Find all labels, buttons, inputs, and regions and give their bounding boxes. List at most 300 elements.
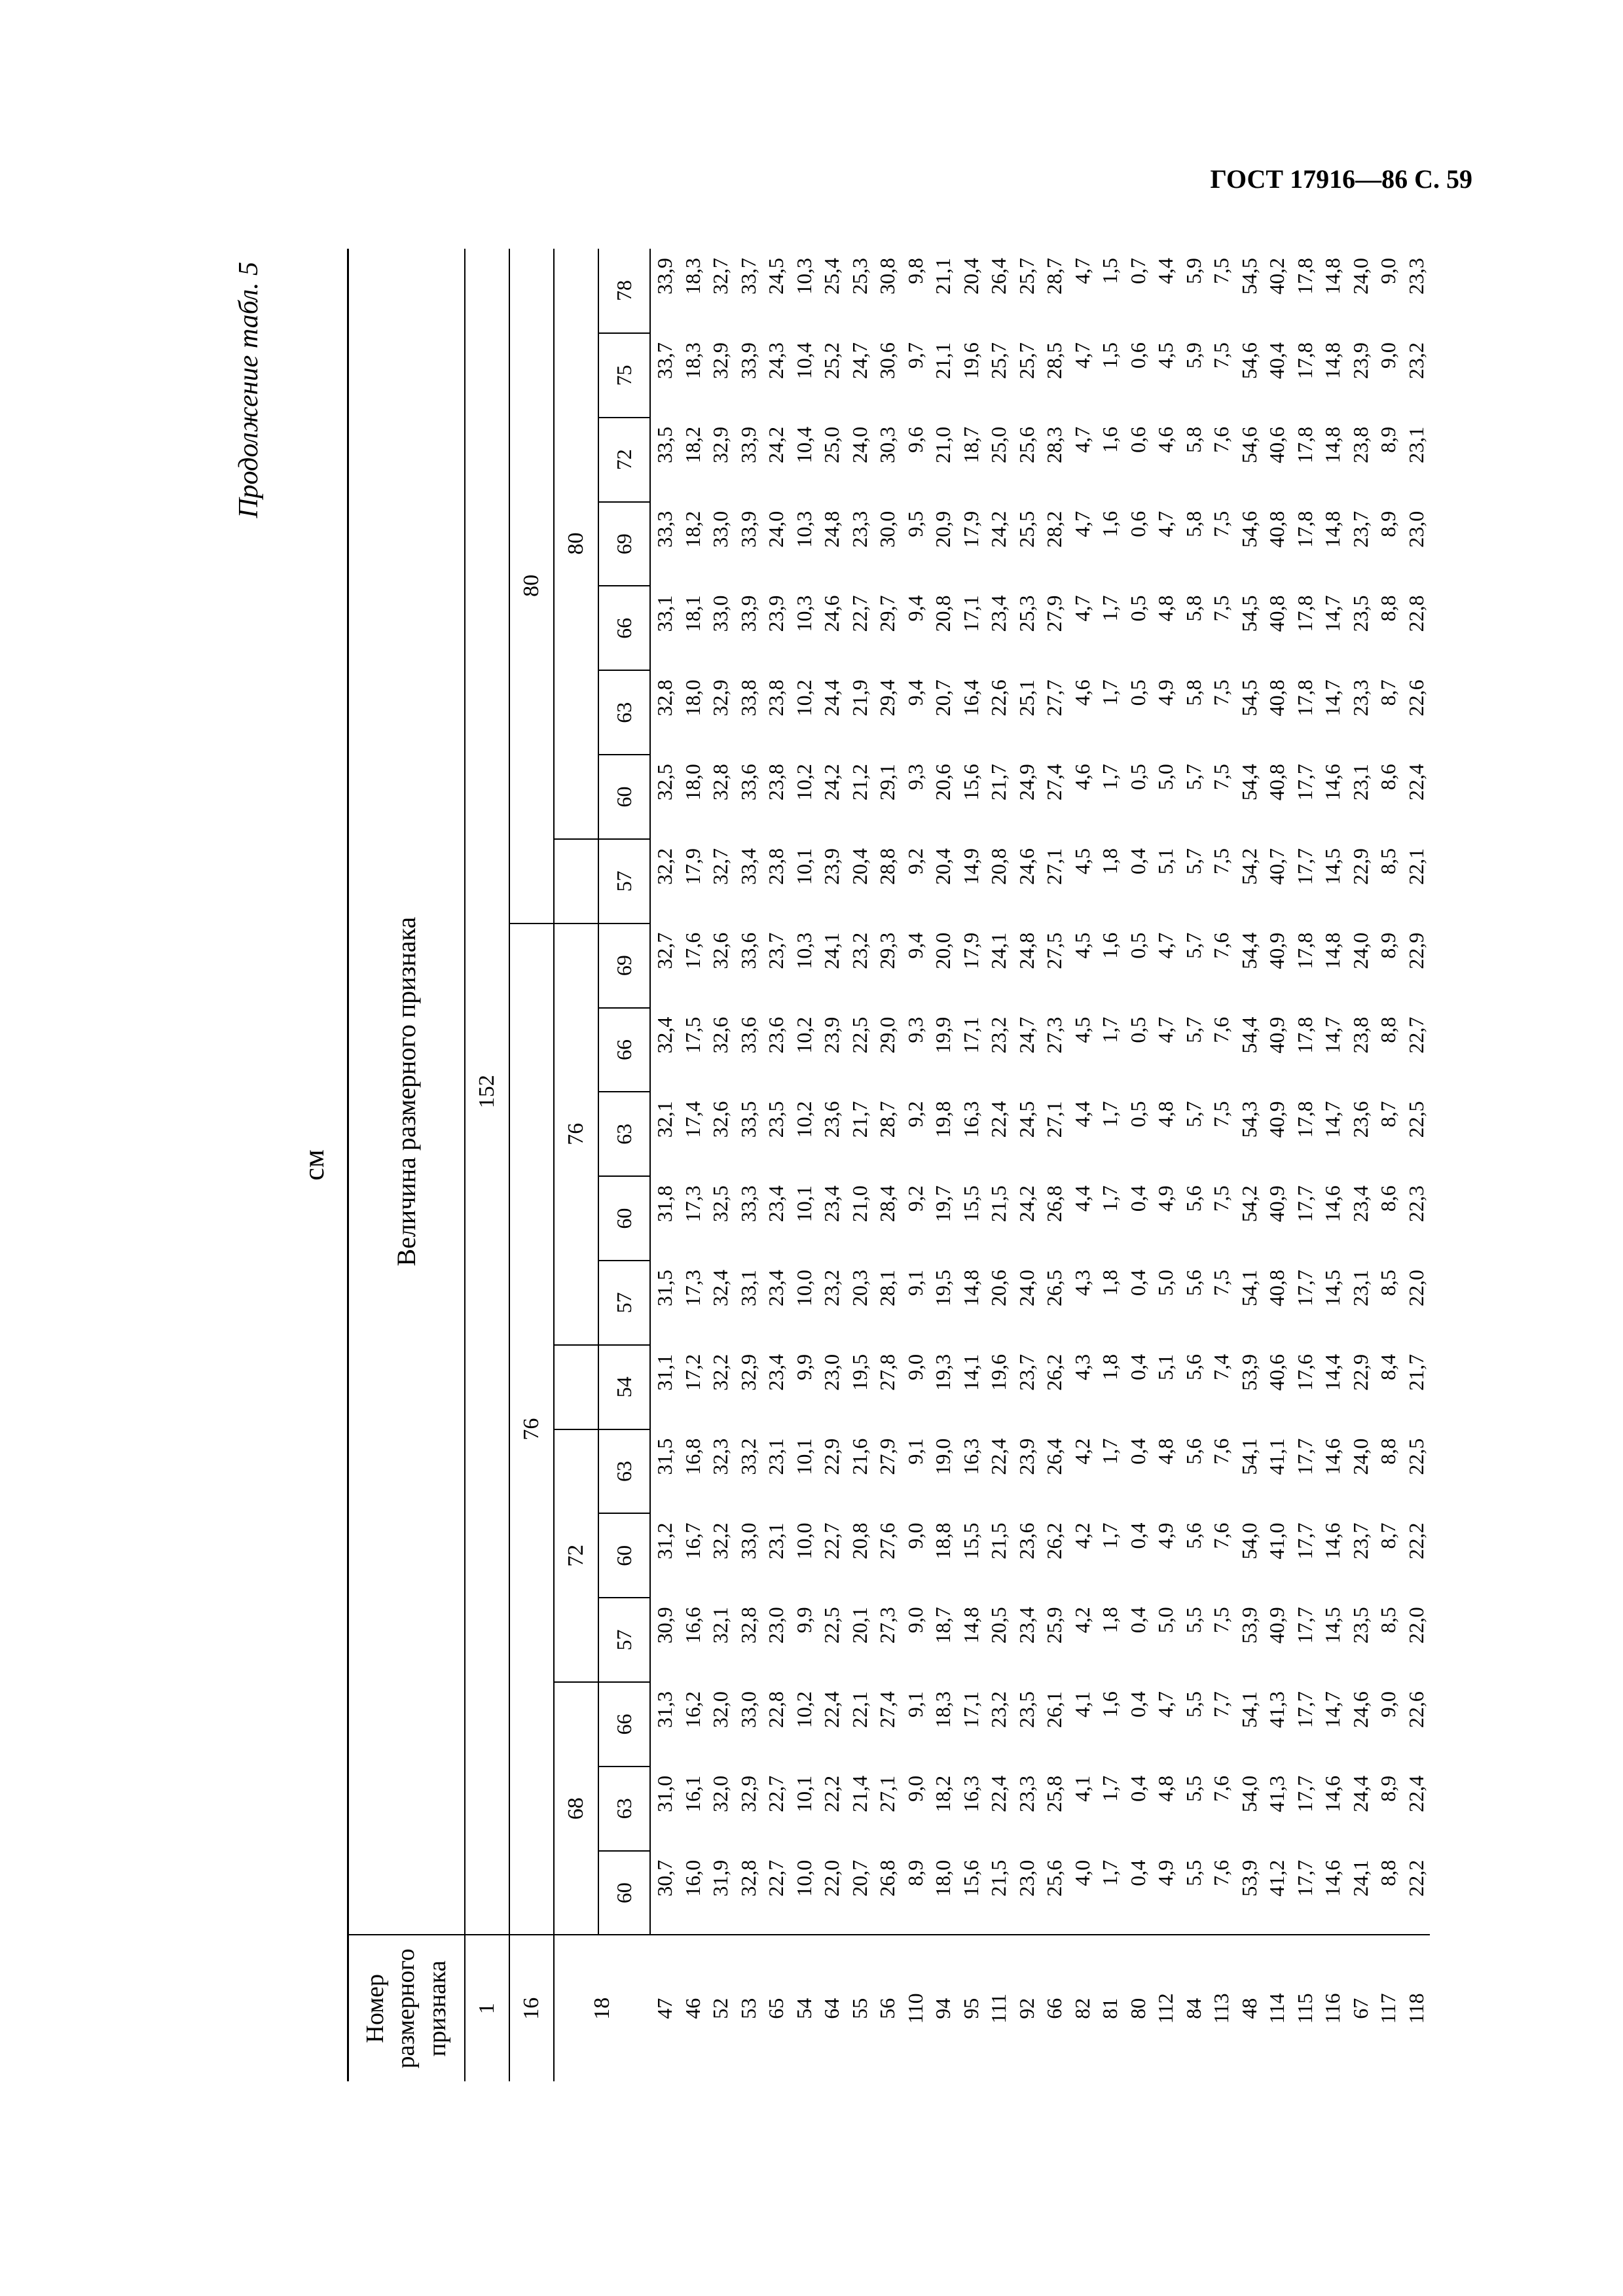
table-cell: 23,9 [820, 1016, 843, 1054]
table-cell: 33,1 [653, 595, 676, 632]
table-cell: 8,5 [1376, 848, 1400, 874]
table-cell: 4,2 [1070, 1522, 1094, 1549]
table-cell: 7,4 [1209, 1354, 1233, 1380]
table-row [1152, 249, 1180, 2081]
table-cell: 23,1 [1404, 426, 1428, 463]
table-cell: 1,6 [1098, 932, 1122, 959]
table-cell: 23,6 [820, 1101, 843, 1138]
table-cell: 9,5 [903, 511, 927, 537]
table-cell: 28,7 [875, 1101, 899, 1138]
table-cell: 0,4 [1125, 1607, 1150, 1634]
table-cell: 14,8 [958, 1607, 983, 1644]
table-cell: 5,1 [1154, 1354, 1177, 1380]
table-cell: 4,7 [1154, 932, 1177, 959]
table-cell: 14,6 [1321, 764, 1344, 801]
table-cell: 25,6 [1040, 1851, 1068, 1935]
table-cell: 5,6 [1181, 1522, 1205, 1549]
table-cell: 40,2 [1265, 258, 1288, 295]
row-feature-number: 53 [736, 1998, 760, 2019]
table-cell: 5,7 [1181, 764, 1205, 791]
table-cell: 40,9 [1265, 932, 1288, 969]
table-cell: 28,4 [875, 1185, 899, 1223]
table-cell: 31,5 [653, 1270, 676, 1306]
table-cell: 24,0 [1014, 1270, 1038, 1306]
table-cell: 20,3 [847, 1270, 871, 1306]
table-cell: 9,1 [903, 1270, 927, 1296]
table-cell: 7,5 [1209, 764, 1233, 791]
table-cell: 4,7 [1070, 342, 1094, 369]
table-cell: 33,5 [736, 1101, 760, 1138]
group-72: 72 [554, 1429, 598, 1682]
table-cell: 4,4 [1154, 258, 1177, 284]
table-cell: 17,7 [1292, 1607, 1317, 1644]
table-cell: 23,9 [820, 848, 843, 885]
table-cell: 23,2 [1404, 342, 1428, 380]
table-cell: 30,9 [653, 1607, 676, 1644]
table-cell: 30,8 [875, 258, 899, 295]
table-cell: 14,8 [958, 1270, 983, 1306]
table-row [1319, 249, 1347, 2081]
table-cell: 24,5 [764, 258, 788, 295]
table-cell: 14,5 [1321, 1270, 1344, 1306]
table-cell: 21,9 [847, 679, 871, 717]
table-cell: 26,4 [1042, 1438, 1066, 1475]
table-cell: 18,0 [929, 1851, 957, 1935]
table-cell: 4,5 [1070, 932, 1094, 959]
table-cell: 24,7 [1014, 1016, 1038, 1054]
table-cell: 5,6 [1181, 1270, 1205, 1296]
row-feature-number: 118 [1404, 1993, 1428, 2024]
unit-label: см [298, 1149, 330, 1181]
table-cell: 22,4 [987, 1438, 1010, 1475]
table-cell: 54,2 [1237, 1185, 1261, 1223]
table-cell: 23,2 [847, 932, 871, 969]
table-cell: 7,6 [1207, 1851, 1235, 1935]
table-cell: 23,1 [764, 1522, 788, 1560]
row-1-value: 152 [465, 249, 509, 1935]
table-cell: 24,8 [1014, 932, 1038, 969]
table-cell: 32,1 [653, 1101, 676, 1138]
table-cell: 4,7 [1154, 1016, 1177, 1043]
table-cell: 40,9 [1265, 1016, 1288, 1054]
row-1-label: 1 [465, 1935, 509, 2082]
table-cell: 19,3 [931, 1354, 955, 1391]
table-cell: 17,9 [958, 932, 983, 969]
row-feature-number: 56 [875, 1998, 899, 2019]
table-cell: 7,5 [1209, 679, 1233, 706]
table-cell: 22,9 [1404, 932, 1428, 969]
table-cell: 26,2 [1042, 1522, 1066, 1560]
table-cell: 32,0 [708, 1775, 732, 1812]
table-cell: 1,7 [1098, 1522, 1122, 1549]
table-cell: 22,9 [1348, 1354, 1372, 1391]
row-feature-number: 81 [1098, 1998, 1122, 2019]
table-cell: 4,6 [1070, 764, 1094, 791]
table-row [762, 249, 790, 2081]
table-cell: 23,8 [1348, 426, 1372, 463]
table-cell: 22,2 [1402, 1851, 1431, 1935]
table-cell: 32,2 [708, 1354, 732, 1391]
table-cell: 24,4 [1348, 1775, 1372, 1812]
table-cell: 54,1 [1237, 1691, 1261, 1729]
table-cell: 22,4 [1404, 1775, 1428, 1812]
table-cell: 41,2 [1263, 1851, 1291, 1935]
table-cell: 32,7 [653, 932, 676, 969]
table-cell: 0,5 [1125, 932, 1150, 959]
table-cell: 10,2 [792, 764, 816, 801]
table-cell: 17,7 [1292, 1775, 1317, 1812]
table-cell: 40,8 [1265, 511, 1288, 548]
table-cell: 23,3 [1404, 258, 1428, 295]
table-cell: 5,7 [1181, 1101, 1205, 1128]
table-cell: 32,9 [736, 1354, 760, 1391]
table-cell: 4,9 [1152, 1851, 1180, 1935]
data-table [347, 249, 1430, 2081]
table-cell: 16,4 [958, 679, 983, 717]
table-cell: 7,5 [1209, 1270, 1233, 1296]
table-cell: 27,4 [875, 1691, 899, 1729]
table-cell: 40,9 [1265, 1607, 1288, 1644]
table-cell: 24,2 [764, 426, 788, 463]
table-cell: 40,9 [1265, 1185, 1288, 1223]
table-cell: 24,0 [847, 426, 871, 463]
table-cell: 24,0 [1348, 258, 1372, 295]
table-cell: 10,3 [792, 932, 816, 969]
table-cell: 7,5 [1209, 1101, 1233, 1128]
table-cell: 19,8 [931, 1101, 955, 1138]
table-cell: 1,7 [1098, 764, 1122, 791]
column-header: 66 [598, 586, 650, 671]
table-cell: 22,5 [1404, 1101, 1428, 1138]
table-cell: 17,8 [1292, 1016, 1317, 1054]
table-cell: 4,5 [1154, 342, 1177, 369]
table-cell: 4,9 [1154, 1522, 1177, 1549]
table-cell: 27,1 [875, 1775, 899, 1812]
table-cell: 24,5 [1014, 1101, 1038, 1138]
table-cell: 28,3 [1042, 426, 1066, 463]
table-cell: 16,2 [680, 1691, 704, 1729]
table-cell: 9,0 [1376, 1691, 1400, 1718]
table-cell: 19,7 [931, 1185, 955, 1223]
table-cell: 24,9 [1014, 764, 1038, 801]
table-cell: 53,9 [1237, 1607, 1261, 1644]
table-cell: 5,6 [1181, 1185, 1205, 1212]
table-cell: 23,6 [764, 1016, 788, 1054]
table-cell: 5,9 [1181, 258, 1205, 284]
table-cell: 33,6 [736, 932, 760, 969]
table-cell: 20,1 [847, 1607, 871, 1644]
table-cell: 7,5 [1209, 511, 1233, 537]
table-cell: 4,1 [1070, 1691, 1094, 1718]
table-cell: 10,1 [792, 1775, 816, 1812]
table-cell: 17,1 [958, 1016, 983, 1054]
table-cell: 18,1 [680, 595, 704, 632]
table-cell: 31,8 [653, 1185, 676, 1223]
table-cell: 22,5 [820, 1607, 843, 1644]
table-cell: 24,4 [820, 679, 843, 717]
table-cell: 33,0 [736, 1691, 760, 1729]
column-header: 60 [598, 1513, 650, 1598]
table-cell: 15,5 [958, 1185, 983, 1223]
table-cell: 8,7 [1376, 679, 1400, 706]
table-cell: 23,0 [764, 1607, 788, 1644]
row-feature-number: 64 [820, 1998, 843, 2019]
table-cell: 32,3 [708, 1438, 732, 1475]
table-cell: 23,8 [764, 764, 788, 801]
table-cell: 10,0 [790, 1851, 818, 1935]
table-cell: 5,5 [1181, 1607, 1205, 1634]
table-cell: 8,7 [1376, 1522, 1400, 1549]
column-header: 57 [598, 1598, 650, 1682]
table-cell: 22,9 [1348, 848, 1372, 885]
table-cell: 21,0 [847, 1185, 871, 1223]
table-cell: 26,1 [1042, 1691, 1066, 1729]
table-cell: 23,1 [764, 1438, 788, 1475]
table-cell: 17,7 [1292, 848, 1317, 885]
table-cell: 33,7 [653, 342, 676, 380]
table-row [1096, 249, 1124, 2081]
table-cell: 21,0 [931, 426, 955, 463]
table-cell: 33,1 [736, 1270, 760, 1306]
column-header: 60 [598, 1851, 650, 1935]
table-cell: 26,4 [987, 258, 1010, 295]
table-cell: 5,6 [1181, 1438, 1205, 1465]
table-cell: 7,5 [1209, 258, 1233, 284]
table-cell: 5,5 [1181, 1775, 1205, 1802]
table-cell: 9,3 [903, 764, 927, 791]
table-cell: 33,0 [708, 595, 732, 632]
table-cell: 18,0 [680, 679, 704, 717]
table-cell: 33,6 [736, 764, 760, 801]
table-cell: 17,8 [1292, 595, 1317, 632]
table-cell: 22,2 [820, 1775, 843, 1812]
table-cell: 27,9 [1042, 595, 1066, 632]
row-feature-number: 117 [1376, 1993, 1400, 2024]
table-cell: 0,4 [1125, 1438, 1150, 1465]
table-cell: 17,4 [680, 1101, 704, 1138]
page-header: ГОСТ 17916—86 С. 59 [1210, 164, 1472, 194]
table-cell: 5,0 [1154, 764, 1177, 791]
table-cell: 23,9 [1348, 342, 1372, 380]
row-feature-number: 113 [1209, 1993, 1233, 2024]
table-cell: 23,7 [1348, 511, 1372, 548]
table-cell: 20,4 [931, 848, 955, 885]
column-header: 72 [598, 418, 650, 502]
table-cell: 29,0 [875, 1016, 899, 1054]
table-cell: 27,9 [875, 1438, 899, 1475]
table-cell: 14,4 [1321, 1354, 1344, 1391]
table-cell: 54,4 [1237, 1016, 1261, 1054]
table-cell: 22,2 [1404, 1522, 1428, 1560]
table-cell: 24,2 [987, 511, 1010, 548]
row-feature-number: 52 [708, 1998, 732, 2019]
table-cell: 7,5 [1209, 595, 1233, 622]
column-header: 66 [598, 1008, 650, 1092]
table-cell: 1,7 [1098, 1016, 1122, 1043]
table-cell: 33,9 [736, 426, 760, 463]
table-cell: 25,0 [820, 426, 843, 463]
column-header: 75 [598, 333, 650, 418]
table-cell: 5,5 [1181, 1691, 1205, 1718]
group-blank-1 [554, 1345, 598, 1429]
table-row [1347, 249, 1375, 2081]
table-cell: 30,0 [875, 511, 899, 548]
table-cell: 14,8 [1321, 511, 1344, 548]
table-row [1263, 249, 1291, 2081]
row-feature-number: 116 [1321, 1993, 1344, 2024]
table-cell: 17,6 [680, 932, 704, 969]
table-cell: 19,9 [931, 1016, 955, 1054]
table-cell: 23,4 [764, 1354, 788, 1391]
table-cell: 27,3 [1042, 1016, 1066, 1054]
table-cell: 17,7 [1292, 1270, 1317, 1306]
row-feature-number: 92 [1014, 1998, 1038, 2019]
table-cell: 17,8 [1292, 426, 1317, 463]
table-cell: 22,6 [1404, 679, 1428, 717]
table-cell: 21,5 [987, 1185, 1010, 1223]
table-cell: 28,5 [1042, 342, 1066, 380]
table-cell: 17,3 [680, 1270, 704, 1306]
table-cell: 54,6 [1237, 342, 1261, 380]
table-row [1013, 249, 1041, 2081]
table-cell: 21,7 [847, 1101, 871, 1138]
table-cell: 23,5 [1348, 595, 1372, 632]
table-cell: 5,8 [1181, 595, 1205, 622]
table-cell: 33,9 [736, 511, 760, 548]
row-feature-number: 94 [931, 1998, 955, 2019]
table-cell: 29,1 [875, 764, 899, 801]
row-feature-number: 48 [1237, 1998, 1261, 2019]
table-cell: 10,3 [792, 595, 816, 632]
table-cell: 17,8 [1292, 258, 1317, 295]
table-cell: 22,4 [820, 1691, 843, 1729]
table-cell: 17,8 [1292, 511, 1317, 548]
table-cell: 17,7 [1292, 1522, 1317, 1560]
table-cell: 5,9 [1181, 342, 1205, 369]
table-cell: 54,6 [1237, 426, 1261, 463]
table-cell: 32,6 [708, 1101, 732, 1138]
table-cell: 32,2 [653, 848, 676, 885]
table-cell: 21,6 [847, 1438, 871, 1475]
table-cell: 21,5 [985, 1851, 1013, 1935]
table-cell: 24,1 [820, 932, 843, 969]
table-cell: 26,2 [1042, 1354, 1066, 1391]
table-cell: 54,4 [1237, 932, 1261, 969]
table-cell: 17,5 [680, 1016, 704, 1054]
table-cell: 17,2 [680, 1354, 704, 1391]
table-cell: 33,3 [736, 1185, 760, 1223]
table-cell: 17,1 [958, 595, 983, 632]
table-cell: 5,7 [1181, 848, 1205, 874]
table-cell: 9,0 [903, 1522, 927, 1549]
table-cell: 4,8 [1154, 1775, 1177, 1802]
table-cell: 1,8 [1098, 1607, 1122, 1634]
table-cell: 22,7 [1404, 1016, 1428, 1054]
table-cell: 4,3 [1070, 1354, 1094, 1380]
table-row [1207, 249, 1235, 2081]
table-cell: 22,6 [1404, 1691, 1428, 1729]
table-cell: 23,8 [764, 848, 788, 885]
table-cell: 23,0 [1404, 511, 1428, 548]
table-cell: 54,5 [1237, 679, 1261, 717]
table-cell: 9,4 [903, 595, 927, 622]
table-cell: 25,4 [820, 258, 843, 295]
table-cell: 29,7 [875, 595, 899, 632]
table-cell: 24,6 [1014, 848, 1038, 885]
table-cell: 4,7 [1070, 511, 1094, 537]
table-cell: 14,6 [1319, 1851, 1347, 1935]
table-cell: 9,0 [903, 1354, 927, 1380]
table-cell: 5,1 [1154, 848, 1177, 874]
table-cell: 54,1 [1237, 1438, 1261, 1475]
table-cell: 20,6 [987, 1270, 1010, 1306]
table-cell: 25,9 [1042, 1607, 1066, 1644]
table-cell: 22,0 [1404, 1270, 1428, 1306]
table-cell: 25,8 [1042, 1775, 1066, 1812]
table-cell: 10,4 [792, 426, 816, 463]
table-cell: 18,0 [680, 764, 704, 801]
table-cell: 17,7 [1292, 1691, 1317, 1729]
table-cell: 14,7 [1321, 1691, 1344, 1729]
table-cell: 9,0 [903, 1775, 927, 1802]
table-cell: 25,3 [847, 258, 871, 295]
table-cell: 10,3 [792, 511, 816, 548]
table-cell: 19,5 [847, 1354, 871, 1391]
table-cell: 20,7 [846, 1851, 874, 1935]
table-cell: 32,7 [708, 258, 732, 295]
table-cell: 0,4 [1125, 1354, 1150, 1380]
table-row [1402, 249, 1431, 2081]
table-cell: 8,8 [1376, 1438, 1400, 1465]
table-cell: 1,7 [1098, 595, 1122, 622]
table-cell: 54,5 [1237, 258, 1261, 295]
table-row [985, 249, 1013, 2081]
table-cell: 32,2 [708, 1522, 732, 1560]
table-cell: 32,9 [736, 1775, 760, 1812]
table-cell: 27,1 [1042, 848, 1066, 885]
table-cell: 22,4 [987, 1775, 1010, 1812]
table-cell: 54,4 [1237, 764, 1261, 801]
column-header: 63 [598, 1429, 650, 1514]
table-cell: 20,7 [931, 679, 955, 717]
table-cell: 40,8 [1265, 764, 1288, 801]
table-cell: 0,6 [1125, 426, 1150, 453]
table-cell: 23,6 [1348, 1101, 1372, 1138]
table-cell: 20,8 [987, 848, 1010, 885]
table-cell: 32,7 [708, 848, 732, 885]
table-cell: 5,7 [1181, 1016, 1205, 1043]
table-cell: 31,2 [653, 1522, 676, 1560]
table-cell: 5,5 [1180, 1851, 1208, 1935]
table-cell: 32,4 [708, 1270, 732, 1306]
table-cell: 9,4 [903, 679, 927, 706]
table-cell: 4,4 [1070, 1185, 1094, 1212]
table-cell: 32,5 [653, 764, 676, 801]
table-cell: 17,7 [1292, 1185, 1317, 1223]
table-cell: 23,2 [820, 1270, 843, 1306]
table-row [1235, 249, 1264, 2081]
table-cell: 28,1 [875, 1270, 899, 1306]
table-cell: 1,6 [1098, 511, 1122, 537]
table-row [873, 249, 902, 2081]
table-cell: 32,8 [708, 764, 732, 801]
table-cell: 54,2 [1237, 848, 1261, 885]
table-cell: 17,8 [1292, 932, 1317, 969]
table-cell: 23,3 [1014, 1775, 1038, 1812]
table-cell: 14,7 [1321, 679, 1344, 717]
table-cell: 23,4 [764, 1185, 788, 1223]
table-cell: 20,5 [987, 1607, 1010, 1644]
